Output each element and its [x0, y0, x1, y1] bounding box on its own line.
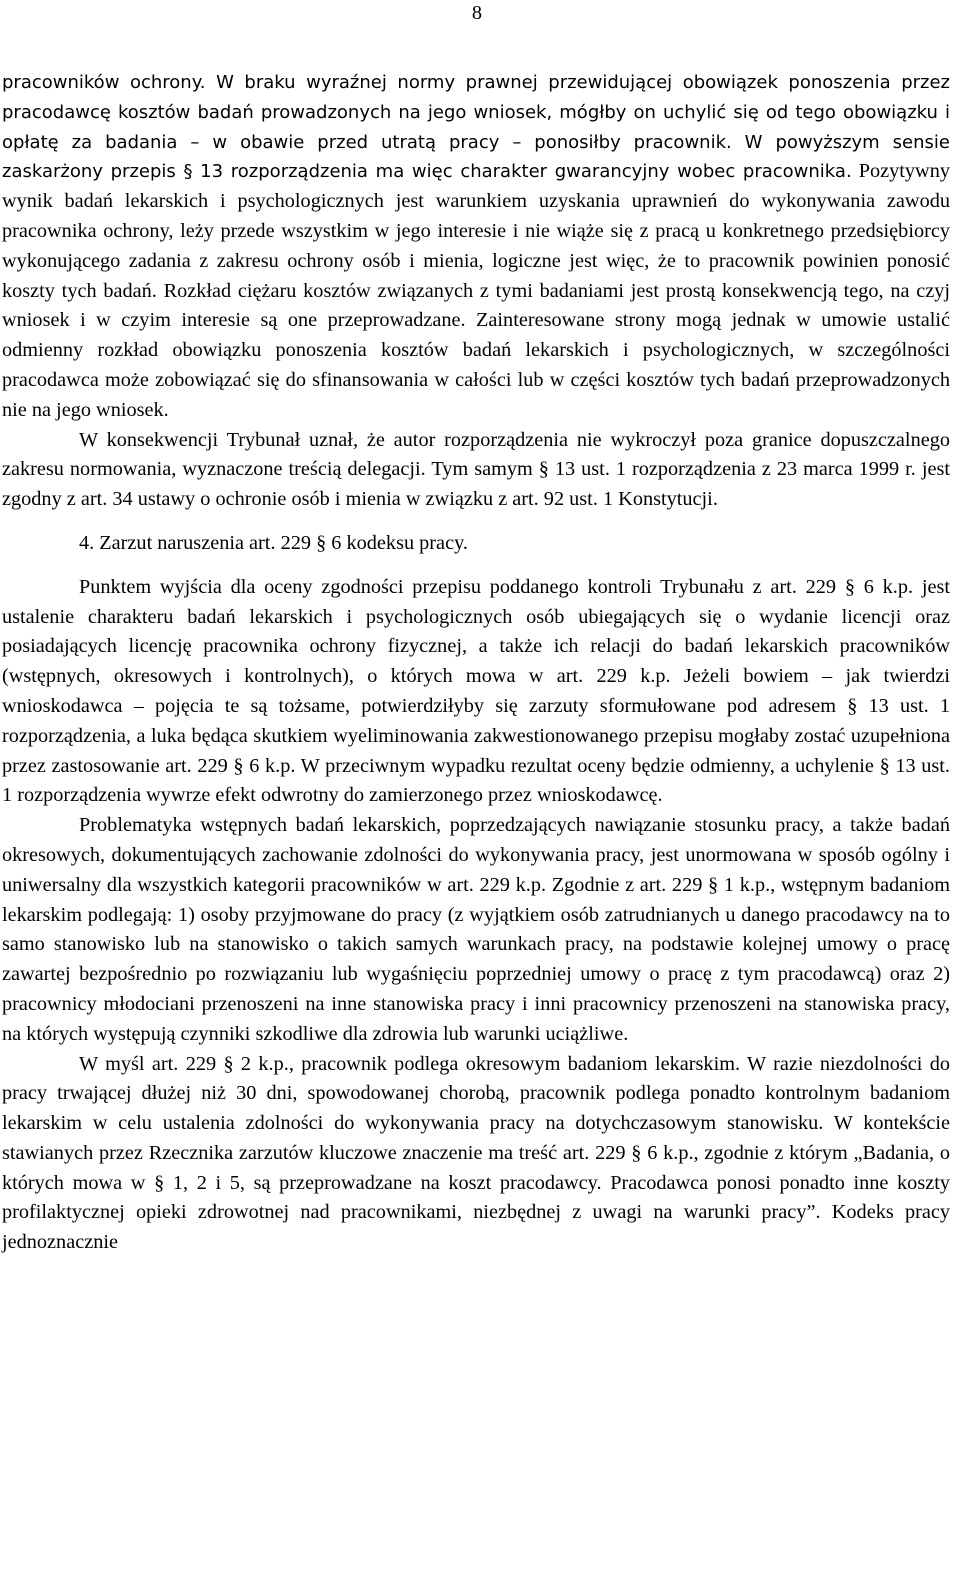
paragraph-5: W myśl art. 229 § 2 k.p., pracownik podlega okresowym badaniom lekarskim. W razie niezdolności do pracy trwającej dłużej niż 30 dni, spowodowanej chorobą, pracownik podlega ponadto kontrolnym badaniom lekarskim w celu ustalenia zdolności do wykonywania pracy na dotychczasowym stanowisku. W kontekście stawianych przez Rzecznika zarzutów kluczowe znaczenie ma treść art. 229 § 6 k.p., zgodnie z którym „Badania, o których mowa w § 1, 2 i 5, są przeprowadzane na koszt pracodawcy. Pracodawca ponosi ponadto inne koszty profilaktycznej opieki zdrowotnej nad pracownikami, niezbędnej z uwagi na warunki pracy”. Kodeks pracy jednoznacznie: [2, 1052, 950, 1254]
document-body: [2, 68, 950, 1258]
section-heading: 4. Zarzut naruszenia art. 229 § 6 kodeksu pracy.: [79, 531, 468, 554]
paragraph-4: Problematyka wstępnych badań lekarskich, poprzedzających nawiązanie stosunku pracy, a także badań okresowych, dokumentujących zachowanie zdolności do wykonywania pracy, jest unormowana w sposób ogólny i uniwersalny dla wszystkich kategorii pracowników w art. 229 k.p. Zgodnie z art. 229 § 1 k.p., wstępnym badaniom lekarskim podlegają: 1) osoby przyjmowane do pracy (z wyjątkiem osób zatrudnianych u danego pracodawcy na to samo stanowisko lub na stanowisko o takich samych warunkach pracy, na podstawie kolejnej umowy o pracę zawartej bezpośrednio po rozwiązaniu lub wygaśnięciu poprzedniej umowy o pracę z tym pracodawcą) oraz 2) pracownicy młodociani przenoszeni na inne stanowiska pracy i inni pracownicy przenoszeni na stanowiska pracy, na których występują czynniki szkodliwe dla zdrowia lub warunki uciążliwe.: [2, 814, 950, 1045]
paragraph-1-serif-text: Pozytywny wynik badań lekarskich i psychologicznych jest warunkiem uzyskania uprawnień do wykonywania zawodu pracownika ochrony, leży przede wszystkim w jego interesie i nie wiąże się z pracą u konkretnego przedsiębiorcy wykonującego zadania z zakresu ochrony osób i mienia, logiczne jest więc, że to pracownik powinien ponosić koszty tych badań. Rozkład ciężaru kosztów związanych z tymi badaniami jest prostą konsekwencją tego, na czyj wniosek i w czyim interesie są one przeprowadzane. Zainteresowane strony mogą jednak w umowie ustalić odmienny rozkład obowiązku ponoszenia kosztów badań lekarskich i psychologicznych, w szczególności pracodawca może zobowiązać się do sfinansowania w całości lub w części kosztów tych badań przeprowadzonych nie na jego wniosek.: [2, 160, 950, 421]
paragraph-1: [2, 68, 950, 426]
paragraph-1-sans-text: pracowników ochrony. W braku wyraźnej normy prawnej przewidującej obowiązek ponoszenia przez pracodawcę kosztów badań prowadzonych na jego wniosek, mógłby on uchylić się od tego obowiązku i opłatę za badania – w obawie przed utratą pracy – ponosiłby pracownik. W powyższym sensie zaskarżony przepis § 13 rozporządzenia ma więc charakter gwarancyjny wobec pracownika.: [2, 72, 950, 183]
paragraph-2: W konsekwencji Trybunał uznał, że autor rozporządzenia nie wykroczył poza granice dopuszczalnego zakresu normowania, wyznaczone treścią delegacji. Tym samym § 13 ust. 1 rozporządzenia z 23 marca 1999 r. jest zgodny z art. 34 ustawy o ochronie osób i mienia w związku z art. 92 ust. 1 Konstytucji.: [2, 428, 950, 511]
paragraph-3: Punktem wyjścia dla oceny zgodności przepisu poddanego kontroli Trybunału z art. 229 § 6 k.p. jest ustalenie charakteru badań lekarskich i psychologicznych osób ubiegających się o wydanie licencji oraz posiadających licencję pracownika ochrony fizycznej, a także ich relacji do badań lekarskich pracowników (wstępnych, okresowych i kontrolnych), o których mowa w art. 229 k.p. Jeżeli bowiem – jak twierdzi wnioskodawca – pojęcia te są tożsame, potwierdziłyby się zarzuty sformułowane pod adresem § 13 ust. 1 rozporządzenia, a luka będąca skutkiem wyeliminowania zakwestionowanego przepisu mogłaby zostać uzupełniona przez zastosowanie art. 229 § 6 k.p. W przeciwnym wypadku rezultat oceny będzie odmienny, a uchylenie § 13 ust. 1 rozporządzenia wywrze efekt odwrotny do zamierzonego przez wnioskodawcę.: [2, 575, 950, 807]
page-number: 8: [471, 2, 482, 24]
